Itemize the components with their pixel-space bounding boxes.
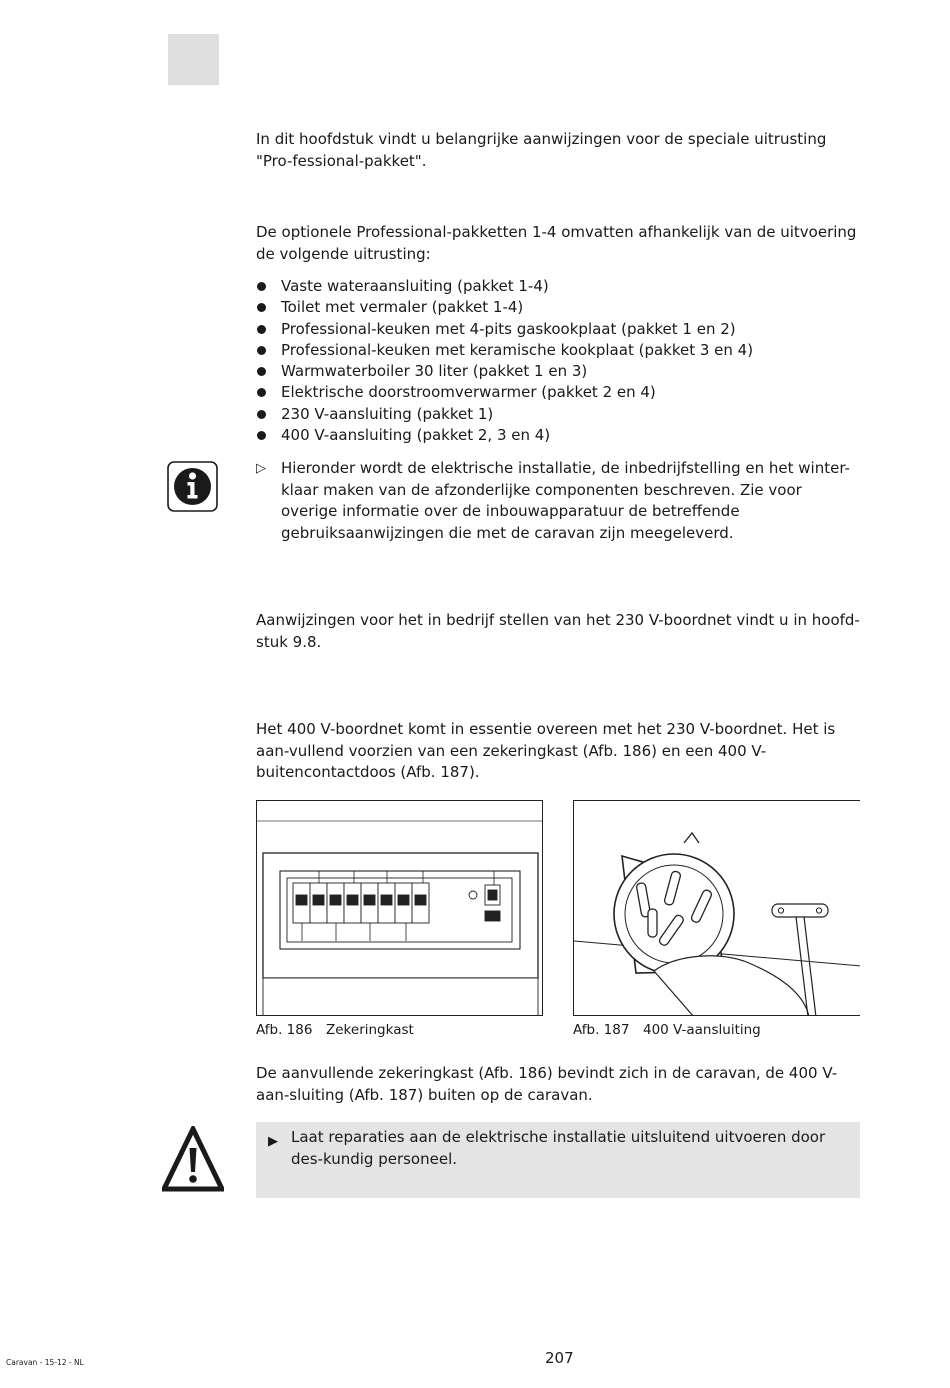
bullet-icon	[257, 410, 266, 419]
warning-triangle-icon	[162, 1126, 224, 1192]
info-icon	[167, 461, 218, 512]
figure-186-fuse-box	[256, 800, 543, 1016]
page-number: 207	[545, 1349, 574, 1367]
bullet-icon	[257, 303, 266, 312]
package-equipment-list	[256, 276, 860, 446]
list-item: Professional-keuken met keramische kookplaat (pakket 3 en 4)	[256, 340, 860, 361]
chapter-tab-marker	[168, 34, 219, 85]
figure-187-400v-socket	[573, 800, 860, 1016]
section-230-paragraph: Aanwijzingen voor het in bedrijf stellen van het 230 V-boordnet vindt u in hoofd-stuk 9.8.	[256, 611, 860, 651]
bullet-icon	[257, 346, 266, 355]
note-text: Hieronder wordt de elektrische installatie, de inbedrijfstelling en het winter-klaar maken van de afzonderlijke componenten beschreven. Zie voor overige informatie over de inbouwapparatuur de betreffende gebruiksaanwijzingen die met de caravan zijn meegeleverd.	[281, 459, 850, 542]
bullet-icon	[257, 367, 266, 376]
list-item: Warmwaterboiler 30 liter (pakket 1 en 3)	[256, 361, 860, 382]
warning-box	[256, 1122, 860, 1198]
figure-caption-text: Zekeringkast	[326, 1022, 414, 1038]
list-item: Professional-keuken met 4-pits gaskookplaat (pakket 1 en 2)	[256, 319, 860, 340]
intro-paragraph: In dit hoofdstuk vindt u belangrijke aanwijzingen voor de speciale uitrusting "Pro-fessional-pakket".	[256, 130, 827, 170]
bullet-icon	[257, 325, 266, 334]
bullet-icon	[257, 388, 266, 397]
figure-caption-text: 400 V-aansluiting	[643, 1022, 761, 1038]
list-item: Elektrische doorstroomverwarmer (pakket 2 en 4)	[256, 382, 860, 403]
warning-arrow-icon: ▶	[268, 1134, 278, 1149]
note-triangle-icon: ▷	[256, 461, 266, 476]
figure-187-caption	[573, 1021, 761, 1039]
after-figures-paragraph: De aanvullende zekeringkast (Afb. 186) bevindt zich in de caravan, de 400 V-aan-sluiting (Afb. 187) buiten op de caravan.	[256, 1064, 838, 1104]
figure-number: Afb. 186	[256, 1022, 313, 1038]
document-code: Caravan - 15-12 - NL	[6, 1358, 84, 1367]
warning-text: Laat reparaties aan de elektrische installatie uitsluitend uitvoeren door des-kundig personeel.	[291, 1128, 826, 1168]
list-item: Vaste wateraansluiting (pakket 1-4)	[256, 276, 860, 297]
bullet-icon	[257, 431, 266, 440]
section-400-paragraph: Het 400 V-boordnet komt in essentie overeen met het 230 V-boordnet. Het is aan-vullend voorzien van een zekeringkast (Afb. 186) en een 400 V-buitencontactdoos (Afb. 187).	[256, 720, 836, 781]
info-note	[256, 458, 860, 544]
figure-number: Afb. 187	[573, 1022, 630, 1038]
list-item: Toilet met vermaler (pakket 1-4)	[256, 297, 860, 318]
package-lead-paragraph: De optionele Professional-pakketten 1-4 omvatten afhankelijk van de uitvoering de volgende uitrusting:	[256, 223, 857, 263]
bullet-icon	[257, 282, 266, 291]
list-item: 230 V-aansluiting (pakket 1)	[256, 404, 860, 425]
figure-186-caption	[256, 1021, 414, 1039]
list-item: 400 V-aansluiting (pakket 2, 3 en 4)	[256, 425, 860, 446]
